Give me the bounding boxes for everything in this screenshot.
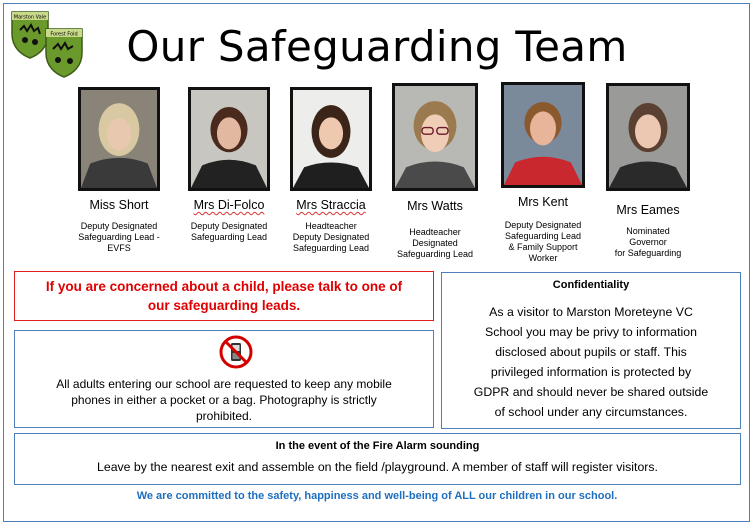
- staff-photo: [290, 87, 372, 191]
- staff-photo: [392, 83, 478, 191]
- confidentiality-panel: [441, 272, 741, 429]
- confidentiality-heading: Confidentiality: [552, 279, 630, 291]
- staff-card: [272, 87, 390, 254]
- staff-role: Headteacher Designated Safeguarding Lead: [396, 227, 474, 259]
- fire-alarm-notice: [14, 433, 741, 485]
- staff-card: [484, 82, 602, 264]
- staff-role: Deputy Designated Safeguarding Lead: [190, 221, 268, 242]
- concern-notice: If you are concerned about a child, please talk to one of our safeguarding leads.: [14, 271, 434, 321]
- staff-role: Headteacher Deputy Designated Safeguarding Lead: [292, 221, 370, 253]
- staff-photo: [606, 83, 690, 191]
- staff-name: Mrs Straccia: [296, 198, 366, 212]
- fire-alarm-heading: In the event of the Fire Alarm sounding: [275, 440, 480, 452]
- staff-card: [60, 87, 178, 254]
- staff-photo: [78, 87, 160, 191]
- staff-name: Mrs Di-Folco: [193, 198, 265, 212]
- staff-name: Mrs Eames: [616, 203, 680, 217]
- staff-photo: [501, 82, 585, 188]
- staff-role: Deputy Designated Safeguarding Lead - EVFS: [78, 221, 160, 253]
- staff-card: [170, 87, 288, 243]
- page-title: Our Safeguarding Team: [126, 22, 628, 71]
- footer-statement: We are committed to the safety, happiness and well-being of ALL our children in our school.: [136, 490, 618, 502]
- staff-role: Nominated Governor for Safeguarding: [614, 226, 682, 258]
- staff-name: Miss Short: [89, 198, 149, 212]
- confidentiality-text: As a visitor to Marston Moreteyne VC School you may be privy to information disclosed about pupils or staff. This privileged information is protected by GDPR and should never be shared outside of school under any circumstances.: [473, 305, 709, 419]
- fire-alarm-text: Leave by the nearest exit and assemble on the field /playground. A member of staff will register visitors.: [97, 460, 658, 474]
- svg-text:Forest Fold: Forest Fold: [50, 31, 78, 38]
- staff-role: Deputy Designated Safeguarding Lead & Family Support Worker: [504, 220, 582, 263]
- mobile-phone-notice: [14, 330, 434, 428]
- mobile-phone-text: All adults entering our school are requested to keep any mobile phones in either a pocket or a bag. Photography is strictly prohibited.: [56, 377, 392, 423]
- staff-photo: [188, 87, 270, 191]
- staff-name: Mrs Kent: [517, 195, 568, 209]
- staff-name: Mrs Watts: [407, 199, 463, 213]
- no-mobile-phone-icon: [219, 335, 253, 369]
- svg-text:Marston Vale: Marston Vale: [13, 14, 47, 21]
- staff-card: [376, 83, 494, 260]
- staff-card: [589, 83, 707, 259]
